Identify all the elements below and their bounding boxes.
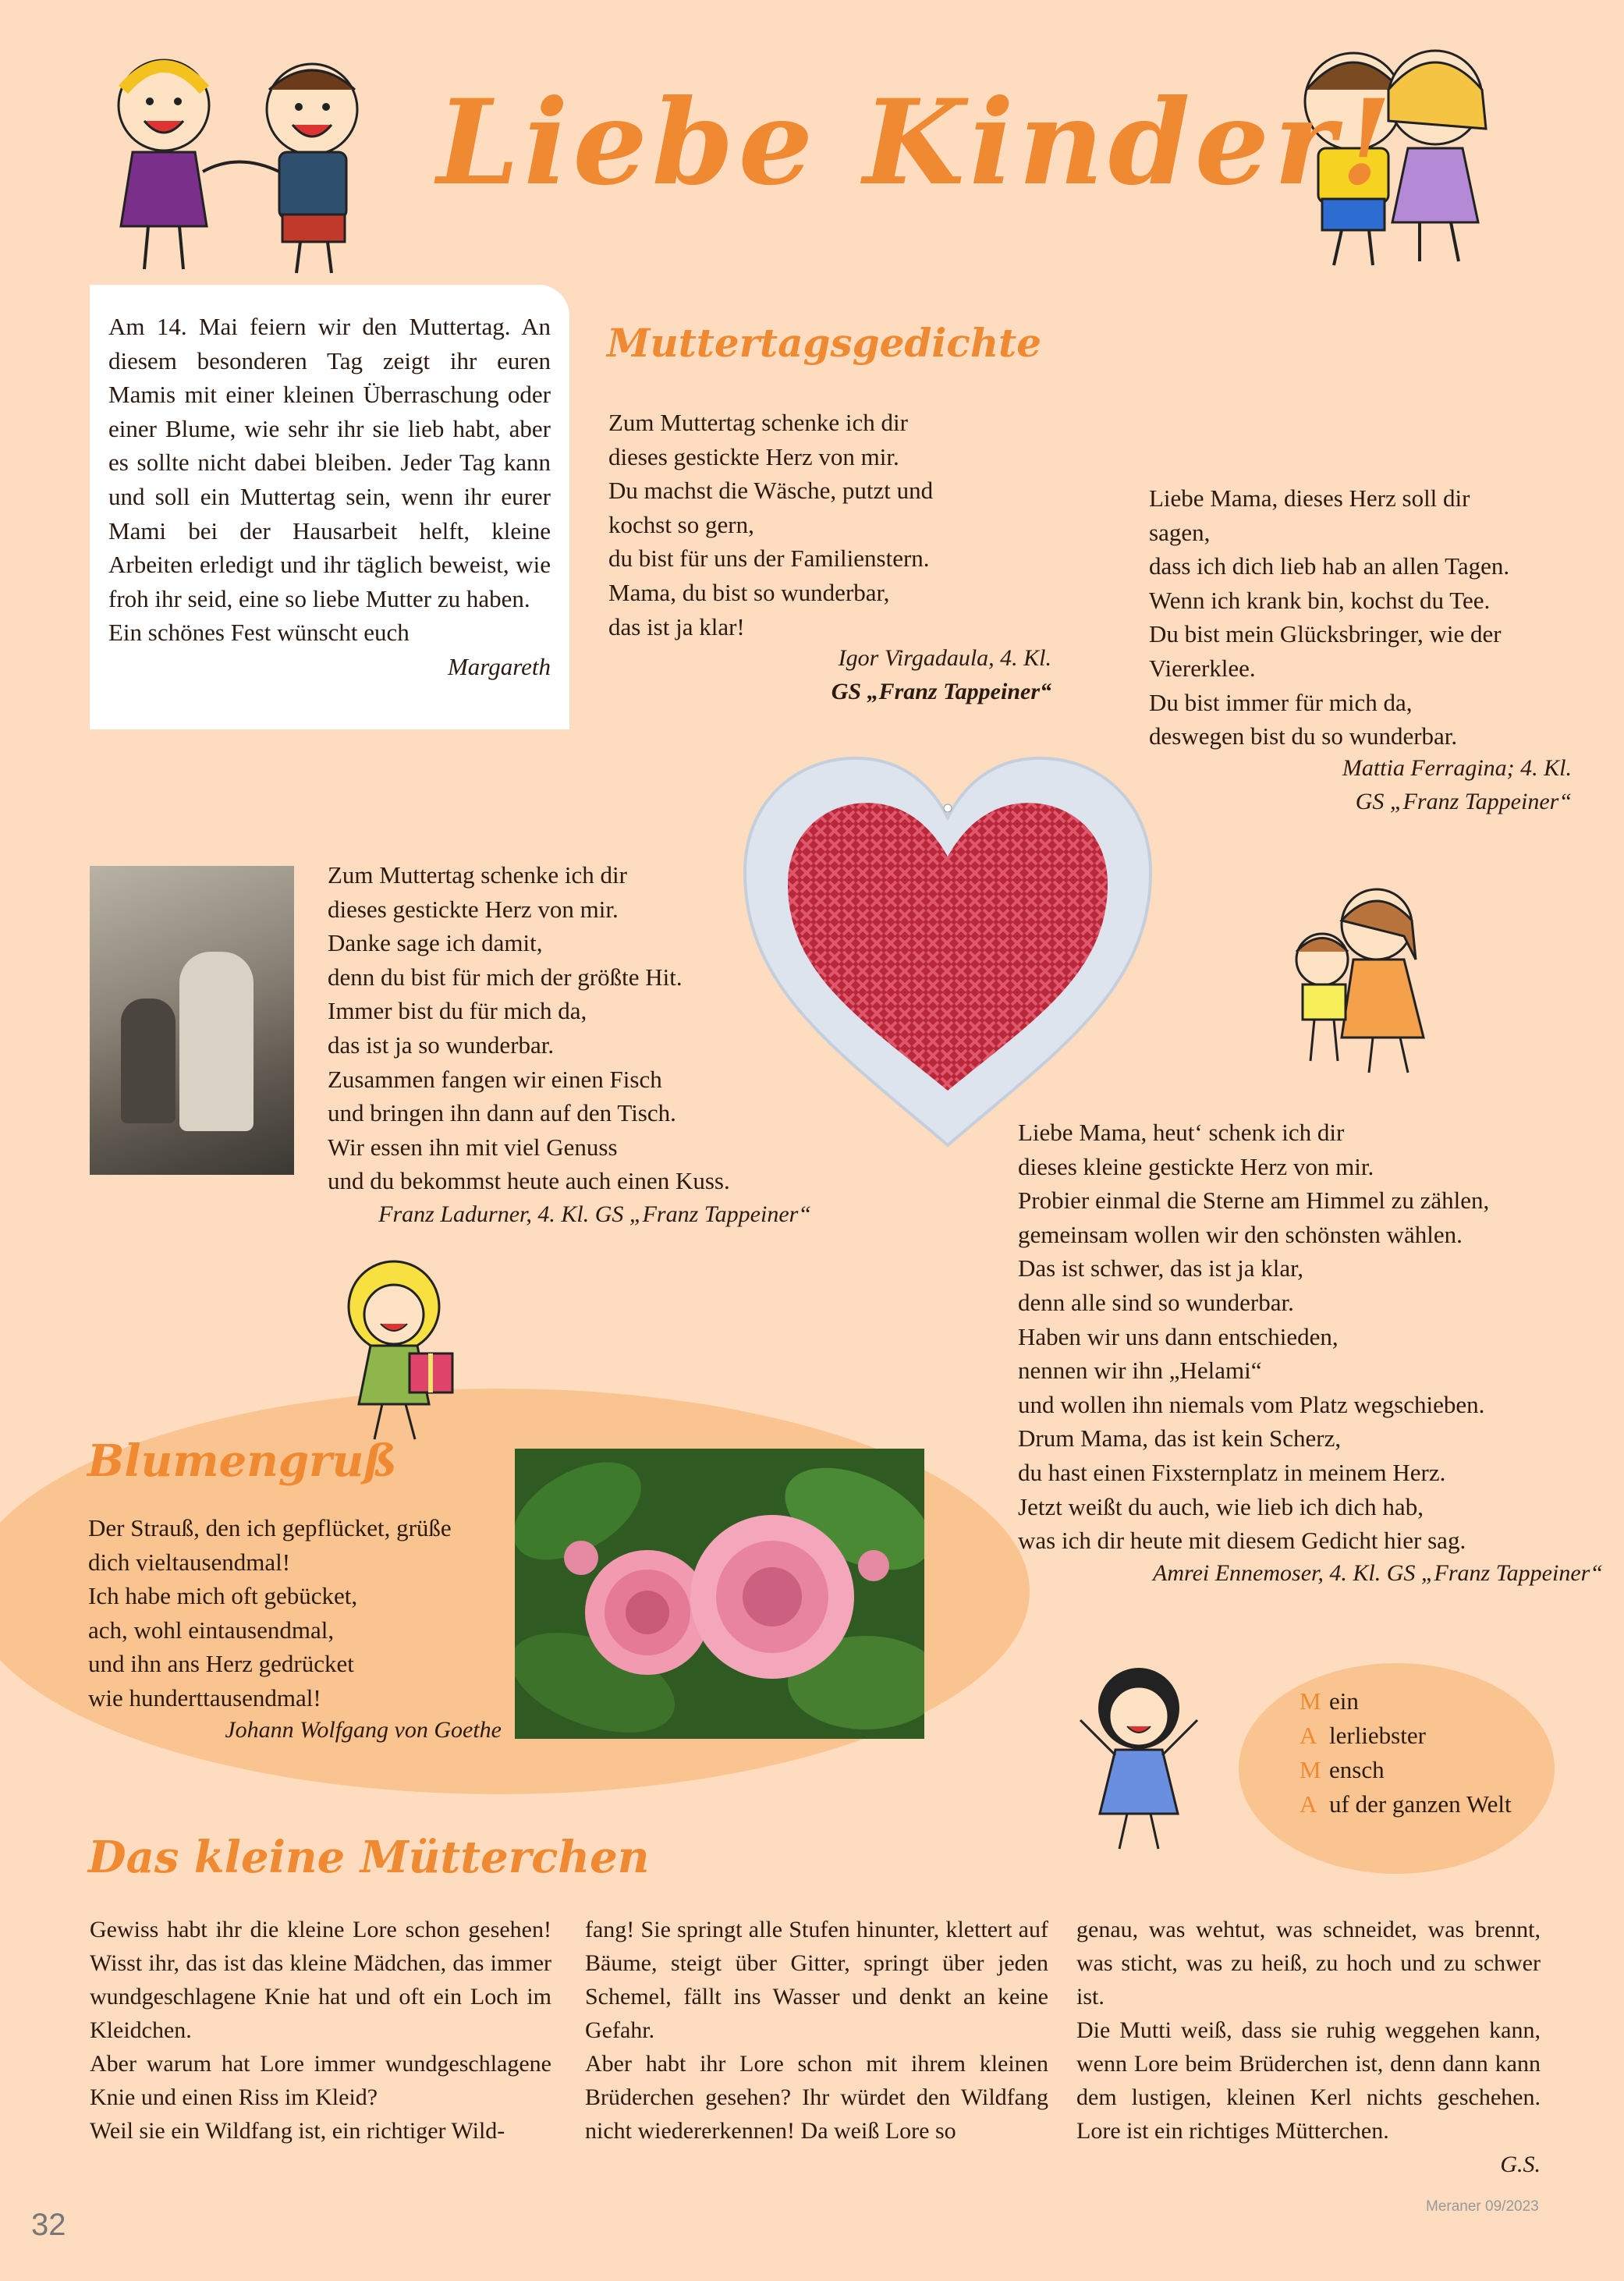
poem-4-credit [1018, 1556, 1603, 1590]
poem-1-line: das ist ja klar! [608, 612, 745, 640]
story-paragraph: Aber habt ihr Lore schon mit ihrem kleinen Brüderchen gesehen? Ihr würdet den Wildfang nicht wiedererkennen! Da weiß Lore so [585, 2051, 1048, 2144]
poem-4-line: gemeinsam wollen wir den schönsten wählen. [1018, 1220, 1463, 1248]
acrostic-rest: uf der ganzen Welt [1329, 1790, 1512, 1818]
poem-4-line: Drum Mama, das ist kein Scherz, [1018, 1424, 1342, 1453]
intro-signature: Margareth [447, 652, 551, 680]
blumengruss-line: wie hunderttausendmal! [88, 1683, 321, 1712]
poem-4-author: Amrei Ennemoser, 4. Kl. GS „Franz Tappeiner“ [1153, 1560, 1603, 1586]
poem-2-line: Viererklee. [1149, 654, 1256, 682]
blumengruss-credit [88, 1713, 502, 1747]
acrostic-row [1300, 1787, 1512, 1822]
acrostic-letter: M [1300, 1756, 1321, 1783]
poem-4 [1018, 1116, 1489, 1558]
story-signature: G.S. [1500, 2152, 1541, 2177]
poem-2-line: deswegen bist du so wunderbar. [1149, 722, 1458, 750]
girl-waving-illustration [1069, 1658, 1209, 1853]
acrostic-rest: ein [1329, 1687, 1359, 1715]
embroidered-heart-image [729, 740, 1166, 1161]
poem-4-line: was ich dir heute mit diesem Gedicht hier sag. [1018, 1527, 1466, 1555]
poem-3-line: und bringen ihn dann auf den Tisch. [328, 1099, 676, 1127]
kids-holding-hands-illustration [78, 35, 413, 285]
poem-3-line: Zusammen fangen wir einen Fisch [328, 1065, 662, 1093]
story-paragraph: Weil sie ein Wildfang ist, ein richtiger Wild- [90, 2118, 505, 2144]
poem-4-line: dieses kleine gestickte Herz von mir. [1018, 1152, 1374, 1180]
page-title: Liebe Kinder! [437, 74, 1397, 211]
story-heading: Das kleine Mütterchen [88, 1832, 650, 1883]
poem-2-author: Mattia Ferragina; 4. Kl. [1342, 755, 1572, 781]
poem-1-author: Igor Virgadaula, 4. Kl. [838, 645, 1051, 671]
girl-with-gift-illustration [328, 1252, 476, 1447]
story-paragraph: Die Mutti weiß, dass sie ruhig weggehen kann, wenn Lore beim Brüderchen ist, denn dann kann dem lustigen, kleinen Kerl nichts geschehen. Lore ist ein richtiges Mütterchen. [1076, 2017, 1541, 2144]
story-paragraph: Aber warum hat Lore immer wundgeschlagene Knie und einen Riss im Kleid? [90, 2051, 551, 2110]
poem-4-line: denn alle sind so wunderbar. [1018, 1288, 1294, 1316]
poem-1-line: dieses gestickte Herz von mir. [608, 442, 899, 470]
blumengruss-author: Johann Wolfgang von Goethe [225, 1717, 502, 1743]
poem-2 [1149, 481, 1509, 754]
blumengruss-poem [88, 1511, 452, 1715]
photo-figure-boy [121, 999, 176, 1123]
poem-1-school: GS „Franz Tappeiner“ [831, 679, 1051, 704]
poem-2-line: Du bist mein Glücksbringer, wie der [1149, 620, 1502, 648]
acrostic-letter: A [1300, 1722, 1317, 1749]
poem-4-line: nennen wir ihn „Helami“ [1018, 1357, 1262, 1385]
poems-heading: Muttertagsgedichte [607, 320, 1042, 366]
poem-1-line: Mama, du bist so wunderbar, [608, 578, 890, 606]
poem-3-line: das ist ja so wunderbar. [328, 1031, 555, 1059]
poem-4-line: Jetzt weißt du auch, wie lieb ich dich hab, [1018, 1492, 1424, 1520]
poem-4-line: Probier einmal die Sterne am Himmel zu zählen, [1018, 1187, 1490, 1215]
poem-3-line: und du bekommst heute auch einen Kuss. [328, 1167, 730, 1195]
poem-3 [328, 858, 730, 1198]
story-column-3 [1076, 1913, 1541, 2181]
intro-text: Am 14. Mai feiern wir den Muttertag. An diesem besonderen Tag zeigt ihr euren Mamis mit einer kleinen Überraschung oder einer Blume, wie sehr ihr sie lieb habt, aber es sollte nicht dabei bleiben. Jeder Tag kann und soll ein Muttertag sein, wenn ihr eurer Mami bei der Hausarbeit helft, kleine Arbeiten erledigt und ihr täglich beweist, wie froh ihr seid, eine so liebe Mutter zu haben. [108, 313, 551, 612]
poem-4-line: Haben wir uns dann entschieden, [1018, 1322, 1339, 1350]
poem-3-line: Wir essen ihn mit viel Genuss [328, 1133, 618, 1161]
poem-4-line: Liebe Mama, heut‘ schenk ich dir [1018, 1119, 1345, 1146]
blumengruss-line: Ich habe mich oft gebücket, [88, 1582, 358, 1610]
poem-3-line: Danke sage ich damit, [328, 929, 543, 957]
mama-acrostic [1300, 1684, 1512, 1822]
poem-2-credit [1201, 751, 1572, 818]
poem-1-line: du bist für uns der Familienstern. [608, 545, 930, 573]
acrostic-row [1300, 1684, 1512, 1719]
poem-3-line: dieses gestickte Herz von mir. [328, 895, 619, 923]
poem-3-author: Franz Ladurner, 4. Kl. GS „Franz Tappeiner“ [378, 1201, 811, 1227]
poem-3-line: denn du bist für mich der größte Hit. [328, 963, 683, 991]
blumengruss-heading: Blumengruß [87, 1435, 397, 1487]
acrostic-letter: M [1300, 1687, 1321, 1715]
poem-2-line: Du bist immer für mich da, [1149, 688, 1413, 716]
story-paragraph: fang! Sie springt alle Stufen hinunter, klettert auf Bäume, steigt über Gitter, springt über jeden Schemel, fällt ins Wasser und denkt an keine Gefahr. [585, 1917, 1048, 2043]
magazine-issue: Meraner 09/2023 [1426, 2198, 1539, 2215]
poem-3-line: Immer bist du für mich da, [328, 997, 587, 1025]
story-column-2 [585, 1913, 1048, 2148]
vintage-photo-children [90, 866, 294, 1175]
poem-1-credit [702, 641, 1051, 708]
poem-2-line: Liebe Mama, dieses Herz soll dir [1149, 484, 1470, 512]
poem-2-line: dass ich dich lieb hab an allen Tagen. [1149, 552, 1510, 580]
story-paragraph: genau, was wehtut, was schneidet, was brennt, was sticht, was zu heiß, zu hoch und zu schwer ist. [1076, 1917, 1541, 2010]
poem-1 [608, 406, 933, 644]
acrostic-rest: ensch [1329, 1756, 1385, 1783]
story-column-1 [90, 1913, 551, 2148]
poem-3-credit [328, 1197, 811, 1231]
blumengruss-line: ach, wohl eintausendmal, [88, 1616, 335, 1644]
acrostic-row [1300, 1719, 1512, 1753]
poem-2-school: GS „Franz Tappeiner“ [1355, 789, 1572, 814]
blumengruss-line: Der Strauß, den ich gepflücket, grüße [88, 1514, 452, 1541]
page-number: 32 [31, 2208, 66, 2242]
acrostic-row [1300, 1753, 1512, 1787]
intro-closing: Ein schönes Fest wünscht euch [108, 619, 410, 647]
poem-4-line: und wollen ihn niemals vom Platz wegschieben. [1018, 1390, 1485, 1418]
pink-roses-photo [515, 1449, 924, 1739]
acrostic-letter: A [1300, 1790, 1317, 1818]
poem-3-line: Zum Muttertag schenke ich dir [328, 861, 627, 889]
acrostic-rest: lerliebster [1329, 1722, 1426, 1749]
poem-4-line: du hast einen Fixsternplatz in meinem Herz. [1018, 1458, 1446, 1486]
intro-box [90, 285, 569, 729]
poem-2-line: Wenn ich krank bin, kochst du Tee. [1149, 586, 1491, 614]
poem-1-line: kochst so gern, [608, 510, 754, 538]
blumengruss-line: dich vieltausendmal! [88, 1548, 291, 1576]
poem-4-line: Das ist schwer, das ist ja klar, [1018, 1254, 1303, 1282]
poem-1-line: Zum Muttertag schenke ich dir [608, 409, 908, 436]
story-paragraph: Gewiss habt ihr die kleine Lore schon gesehen! Wisst ihr, das ist das kleine Mädchen, das immer wundgeschlagene Knie hat und oft ein Loch im Kleidchen. [90, 1917, 551, 2043]
girls-hugging-illustration [1279, 882, 1435, 1077]
poem-1-line: Du machst die Wäsche, putzt und [608, 477, 934, 505]
poem-2-line: sagen, [1149, 518, 1211, 546]
photo-figure-girl [179, 952, 254, 1131]
blumengruss-line: und ihn ans Herz gedrücket [88, 1650, 354, 1678]
